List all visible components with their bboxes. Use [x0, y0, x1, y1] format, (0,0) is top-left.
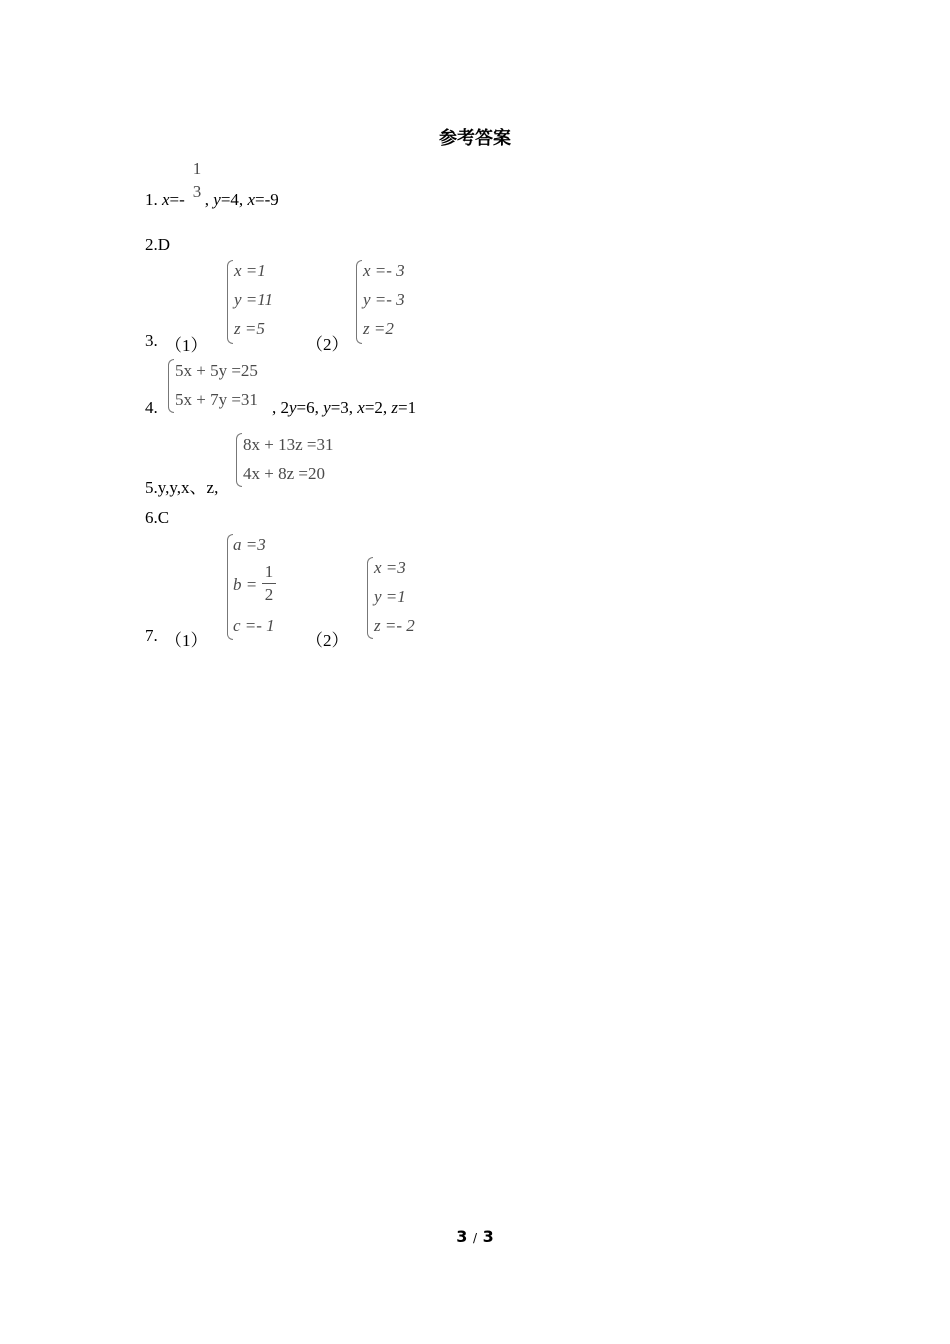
fraction-bar	[262, 583, 276, 584]
text: =1	[398, 398, 417, 417]
answer-3-number: 3.	[145, 331, 158, 350]
answer-4-number: 4.	[145, 398, 158, 417]
page-number	[0, 1227, 950, 1246]
equals-neg: =-	[169, 190, 185, 209]
var-y: y	[323, 398, 331, 417]
var-x: x	[162, 190, 170, 209]
equation: x =1	[234, 261, 266, 280]
comma: ,	[204, 190, 214, 209]
equation: 4x + 8z =20	[243, 464, 325, 483]
x2-value: =-9	[254, 190, 279, 209]
answer-1-number: 1.	[145, 190, 158, 209]
fraction-denominator: 2	[264, 585, 274, 604]
fraction-numerator: 1	[192, 159, 202, 178]
system-3-1	[234, 256, 273, 343]
equation: 5x + 7y =31	[175, 390, 258, 409]
system-7-2	[374, 553, 415, 640]
answer-4-tail	[272, 398, 416, 418]
y-value: =4,	[220, 190, 248, 209]
current-page: 3	[456, 1227, 468, 1246]
text: =6,	[296, 398, 324, 417]
answer-7-number: 7.	[145, 626, 158, 645]
brace-5	[236, 433, 242, 487]
equation-7-c: c =- 1	[233, 616, 275, 635]
fraction-one-third	[190, 160, 204, 201]
equation-7-b: b =	[233, 575, 258, 594]
equation: 8x + 13z =31	[243, 435, 334, 454]
brace-4	[168, 359, 174, 413]
answer-3-part1-label: （1）	[165, 336, 208, 355]
var-y: y	[289, 398, 297, 417]
equation: x =- 3	[363, 261, 405, 280]
equation: z =2	[363, 319, 394, 338]
text: =3,	[330, 398, 358, 417]
text: =2,	[364, 398, 392, 417]
total-pages: 3	[482, 1227, 494, 1246]
var-z: z	[391, 398, 399, 417]
answer-7-part2-label: （2）	[306, 631, 349, 650]
var-y: y	[213, 190, 221, 209]
answer-3-part2-label: （2）	[306, 335, 349, 354]
equation: y =11	[234, 290, 274, 309]
equation: y =1	[374, 587, 406, 606]
equation: 5x + 5y =25	[175, 361, 258, 380]
system-3-2	[363, 256, 405, 343]
answer-1	[145, 190, 279, 210]
equation: y =- 3	[363, 290, 405, 309]
answer-2: 2.D	[145, 235, 171, 254]
equation: z =5	[234, 319, 265, 338]
fraction-one-half	[262, 563, 276, 604]
text: , 2	[272, 398, 289, 417]
page-separator: /	[472, 1231, 478, 1245]
var-x2: x	[247, 190, 255, 209]
brace-3-1	[227, 260, 233, 344]
system-5	[243, 430, 333, 488]
brace-3-2	[356, 260, 362, 344]
equation: x =3	[374, 558, 406, 577]
answer-5: 5.y,y,x、z,	[145, 478, 219, 497]
answer-6: 6.C	[145, 508, 170, 527]
equation-7-a: a =3	[233, 535, 266, 554]
var-x: x	[357, 398, 365, 417]
equation: z =- 2	[374, 616, 415, 635]
fraction-denominator: 3	[192, 182, 202, 201]
answer-7-part1-label: （1）	[165, 631, 208, 650]
system-4	[175, 356, 258, 414]
brace-7-2	[367, 557, 373, 639]
page-title: 参考答案	[439, 128, 511, 149]
fraction-numerator: 1	[264, 562, 274, 581]
